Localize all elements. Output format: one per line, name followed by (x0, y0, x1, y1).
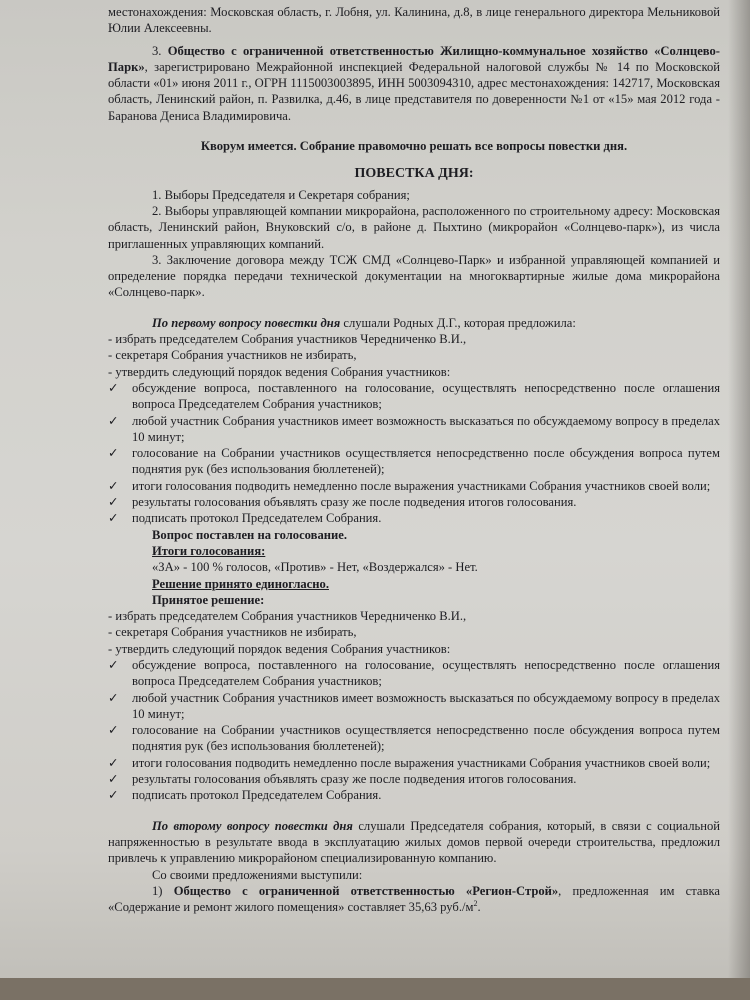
proposal-item: - утвердить следующий порядок ведения Собрания участников: (108, 364, 451, 379)
paragraph-party-3 (108, 43, 720, 124)
checklist-item (108, 690, 720, 723)
vote-put-statement: Вопрос поставлен на голосование. (152, 527, 347, 542)
question-2-speakers: Со своими предложениями выступили: (152, 867, 363, 882)
checkmark-icon: ✓ (108, 495, 119, 510)
proposal-1-unit-exponent: 2 (473, 898, 478, 908)
checklist-text: голосование на Собрании участников осуществляется непосредственно после обсуждения вопроса путем поднятия рук (без использования бюллетеней); (132, 723, 720, 754)
checklist-text: обсуждение вопроса, поставленного на голосование, осуществлять непосредственно после оглашения вопроса Председателем Собрания участников; (132, 657, 720, 689)
proposal-item: - секретаря Собрания участников не избирать, (108, 348, 357, 363)
checklist-text: любой участник Собрания участников имеет возможность высказаться по обсуждаемому вопросу в пределах 10 минут; (132, 413, 720, 444)
checklist-text: результаты голосования объявлять сразу же после подведения итогов голосования. (132, 772, 577, 787)
page-edge-shadow (728, 0, 750, 1000)
checklist-item (108, 771, 720, 787)
checklist-text: подписать протокол Председателем Собрания. (132, 511, 382, 526)
agenda-item-2: 2. Выборы управляющей компании микрорайона, расположенного по строительному адресу: Московская область, Ленинский район, Внуковский с/о, в районе д. Пыхтино (микрорайон «Солнцево-парк»), из числа приглашенных управляющих компаний. (108, 203, 720, 251)
checkmark-icon: ✓ (108, 657, 119, 672)
agenda-title: ПОВЕСТКА ДНЯ: (354, 166, 474, 182)
proposal-1-number: 1) (152, 883, 163, 898)
checklist-text: итоги голосования подводить немедленно после выражения участниками Собрания участников своей воли; (132, 755, 711, 770)
question-1-label: По первому вопросу повестки дня (152, 315, 341, 330)
checklist-item (108, 657, 720, 690)
checklist-text: любой участник Собрания участников имеет возможность высказаться по обсуждаемому вопросу в пределах 10 минут; (132, 690, 720, 721)
decision-title: Принятое решение: (152, 592, 265, 607)
checkmark-icon: ✓ (108, 380, 119, 395)
checklist-text: подписать протокол Председателем Собрания. (132, 788, 382, 803)
checklist-item (108, 510, 720, 526)
checkmark-icon: ✓ (108, 690, 119, 705)
question-2-intro (108, 818, 720, 867)
quorum-statement: Кворум имеется. Собрание правомочно решать все вопросы повестки дня. (200, 139, 628, 154)
checklist-text: результаты голосования объявлять сразу же после подведения итогов голосования. (132, 495, 577, 510)
document-body (108, 4, 720, 915)
checkmark-icon: ✓ (108, 413, 119, 428)
checklist-item (108, 478, 720, 494)
proposal-1-company: Общество с ограниченной ответственностью «Регион-Строй» (173, 883, 559, 898)
agenda-item-3: 3. Заключение договора между ТСЖ СМД «Солнцево-Парк» и избранной управляющей компанией и определение порядка передачи технической документации на многоквартирные жилые дома микрорайона «Солнцево-парк». (108, 252, 720, 300)
checkmark-icon: ✓ (108, 788, 119, 803)
checkmark-icon: ✓ (108, 772, 119, 787)
decision-item: - избрать председателем Собрания участников Чередниченко В.И., (108, 609, 467, 624)
proposal-1-end: . (477, 900, 481, 915)
vote-results-title: Итоги голосования: (152, 543, 266, 558)
question-2-proposal-1 (108, 883, 720, 916)
proposal-1-text: , предложенная им ставка «Содержание и ремонт жилого помещения» составляет 35,63 руб./м (108, 883, 720, 915)
checklist-item (108, 722, 720, 755)
checklist-text: итоги голосования подводить немедленно после выражения участниками Собрания участников своей воли; (132, 478, 711, 493)
checklist-item (108, 494, 720, 510)
question-1-intro (108, 315, 720, 331)
checklist-text: голосование на Собрании участников осуществляется непосредственно после обсуждения вопроса путем поднятия рук (без использования бюллетеней); (132, 446, 720, 477)
party-3-name: Общество с ограниченной ответственностью Жилищно-коммунальное хозяйство «Солнцево-Парк» (108, 43, 721, 74)
checklist-item (108, 380, 720, 413)
checkmark-icon: ✓ (108, 446, 119, 461)
question-1-intro-text: слушали Родных Д.Г., которая предложила: (340, 315, 576, 330)
checklist-item (108, 787, 720, 803)
checklist-text: обсуждение вопроса, поставленного на голосование, осуществлять непосредственно после оглашения вопроса Председателем Собрания участников; (132, 380, 720, 412)
party-3-details: , зарегистрировано Межрайонной инспекцией Федеральной налоговой службы № 14 по Московской области «01» июня 2011 г., ОГРН 1115003003895, ИНН 5003094310, адрес местонахождения: 142717, Московская область, Ленинский район, п. Развилка, д.46, в лице представителя по доверенности №1 от «15» мая 2012 года - Баранова Дениса Владимировича. (108, 59, 720, 123)
checkmark-icon: ✓ (108, 511, 119, 526)
checkmark-icon: ✓ (108, 478, 119, 493)
table-surface (0, 978, 750, 1000)
checklist-item (108, 445, 720, 478)
paragraph-location: местонахождения: Московская область, г. Лобня, ул. Калинина, д.8, в лице генерального директора Мельниковой Юлии Алексеевны. (108, 5, 720, 36)
party-3-number: 3. (152, 43, 162, 58)
checkmark-icon: ✓ (108, 723, 119, 738)
checklist-item (108, 755, 720, 771)
vote-results: «ЗА» - 100 % голосов, «Против» - Нет, «Воздержался» - Нет. (152, 560, 478, 575)
proposal-item: - избрать председателем Собрания участников Чередниченко В.И., (108, 332, 467, 347)
decision-item: - утвердить следующий порядок ведения Собрания участников: (108, 641, 451, 656)
decision-item: - секретаря Собрания участников не избирать, (108, 625, 357, 640)
question-2-label: По второму вопросу повестки дня (152, 818, 353, 833)
decision-unanimous: Решение принято единогласно. (152, 576, 329, 591)
agenda-item-1: 1. Выборы Председателя и Секретаря собрания; (152, 187, 410, 202)
checkmark-icon: ✓ (108, 755, 119, 770)
question-2-intro-text: слушали Председателя собрания, который, в связи с социальной напряженностью в результате ввода в эксплуатацию жилых домов первой очереди строительства, предложил привлечь к управлению микрорайоном специализированную компанию. (108, 818, 721, 866)
checklist-item (108, 413, 720, 446)
